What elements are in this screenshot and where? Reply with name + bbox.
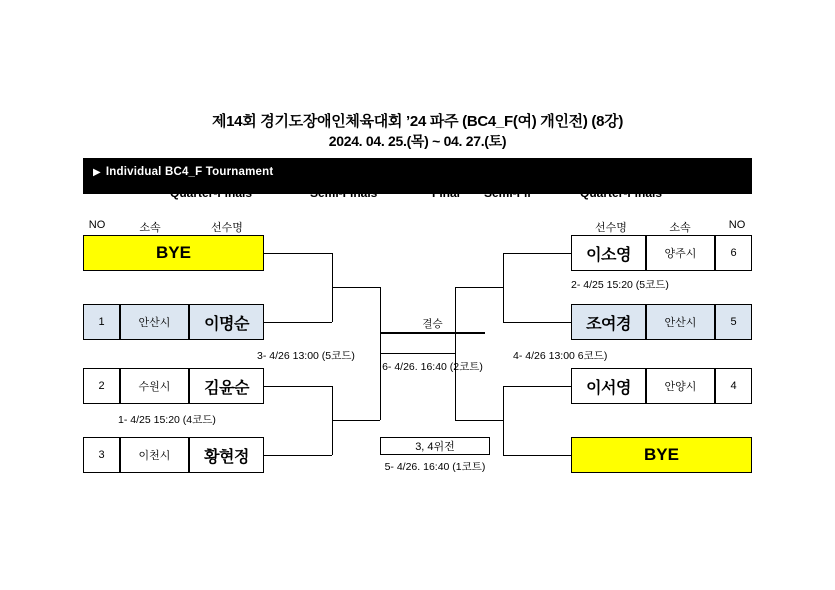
line-right-semi-join [455, 287, 456, 420]
right-entry-3-bye: BYE [571, 437, 752, 473]
right-entry-0-club: 양주시 [646, 235, 715, 271]
left-entry-3-player: 황현정 [189, 437, 264, 473]
third-place-box: 3, 4위전 [380, 437, 490, 455]
note-right-semi: 4- 4/26 13:00 6코드) [513, 350, 608, 362]
line-right-qf1-top [503, 253, 571, 254]
line-right-qf2-join [503, 386, 504, 455]
final-title: 결승 [422, 318, 443, 330]
tournament-title-text: Individual BC4_F Tournament [105, 166, 274, 178]
final-note: 6- 4/26. 16:40 (2코트) [382, 361, 483, 373]
right-entry-0-no: 6 [715, 235, 752, 271]
header-left-player: 선수명 [211, 222, 243, 234]
right-entry-1-player: 조여경 [571, 304, 646, 340]
line-left-qf2-bottom [264, 455, 332, 456]
right-entry-0-player: 이소영 [571, 235, 646, 271]
left-entry-1-club: 안산시 [120, 304, 189, 340]
line-left-to-final [380, 353, 418, 354]
line-right-qf1-join [503, 253, 504, 322]
page-subtitle: 2024. 04. 25.(목) ~ 04. 27.(토) [328, 133, 507, 149]
left-entry-2-player: 김윤순 [189, 368, 264, 404]
line-left-qf1-bottom [264, 322, 332, 323]
line-right-qf2-bottom [503, 455, 571, 456]
right-entry-2-club: 안양시 [646, 368, 715, 404]
header-left-no: NO [88, 219, 106, 231]
round-label-quarter-left: Quarter-Finals [170, 186, 253, 200]
header-right-club: 소속 [669, 222, 691, 234]
round-label-quarter-right: Quarter-Finals [580, 186, 663, 200]
line-right-qf1-bottom [503, 322, 571, 323]
page-title: 제14회 경기도장애인체육대회 ’24 파주 (BC4_F(여) 개인전) (8강) [211, 113, 624, 130]
left-entry-1-player: 이명순 [189, 304, 264, 340]
tournament-header-label [93, 166, 273, 178]
note-left-semi: 3- 4/26 13:00 (5코드) [257, 350, 355, 362]
right-entry-1-no: 5 [715, 304, 752, 340]
left-entry-3-no: 3 [83, 437, 120, 473]
line-right-semi-top [455, 287, 503, 288]
line-left-qf1-top [264, 253, 332, 254]
right-entry-2-no: 4 [715, 368, 752, 404]
third-place-note: 5- 4/26. 16:40 (1코트) [384, 461, 486, 473]
line-left-qf2-top [264, 386, 332, 387]
right-entry-1-club: 안산시 [646, 304, 715, 340]
line-right-qf2-top [503, 386, 571, 387]
line-right-to-final [418, 353, 455, 354]
header-right-no: NO [728, 219, 746, 231]
round-label-semi-left: Semi-Finals [310, 186, 378, 200]
round-label-final: Final [432, 186, 461, 200]
line-left-semi-top [332, 287, 380, 288]
note-left-lower-qf: 1- 4/25 15:20 (4코드) [118, 414, 216, 426]
left-entry-3-club: 이천시 [120, 437, 189, 473]
right-entry-2-player: 이서영 [571, 368, 646, 404]
triangle-right-icon: ▶ [93, 167, 101, 178]
line-right-semi-bottom [455, 420, 503, 421]
left-entry-0-bye: BYE [83, 235, 264, 271]
line-left-semi-bottom [332, 420, 380, 421]
header-left-club: 소속 [139, 222, 161, 234]
note-right-upper-qf: 2- 4/25 15:20 (5코드) [571, 279, 669, 291]
line-final-underline [380, 332, 485, 334]
left-entry-1-no: 1 [83, 304, 120, 340]
left-entry-2-no: 2 [83, 368, 120, 404]
header-right-player: 선수명 [595, 222, 627, 234]
left-entry-2-club: 수원시 [120, 368, 189, 404]
round-label-semi-right: Semi-Fir [484, 186, 533, 200]
